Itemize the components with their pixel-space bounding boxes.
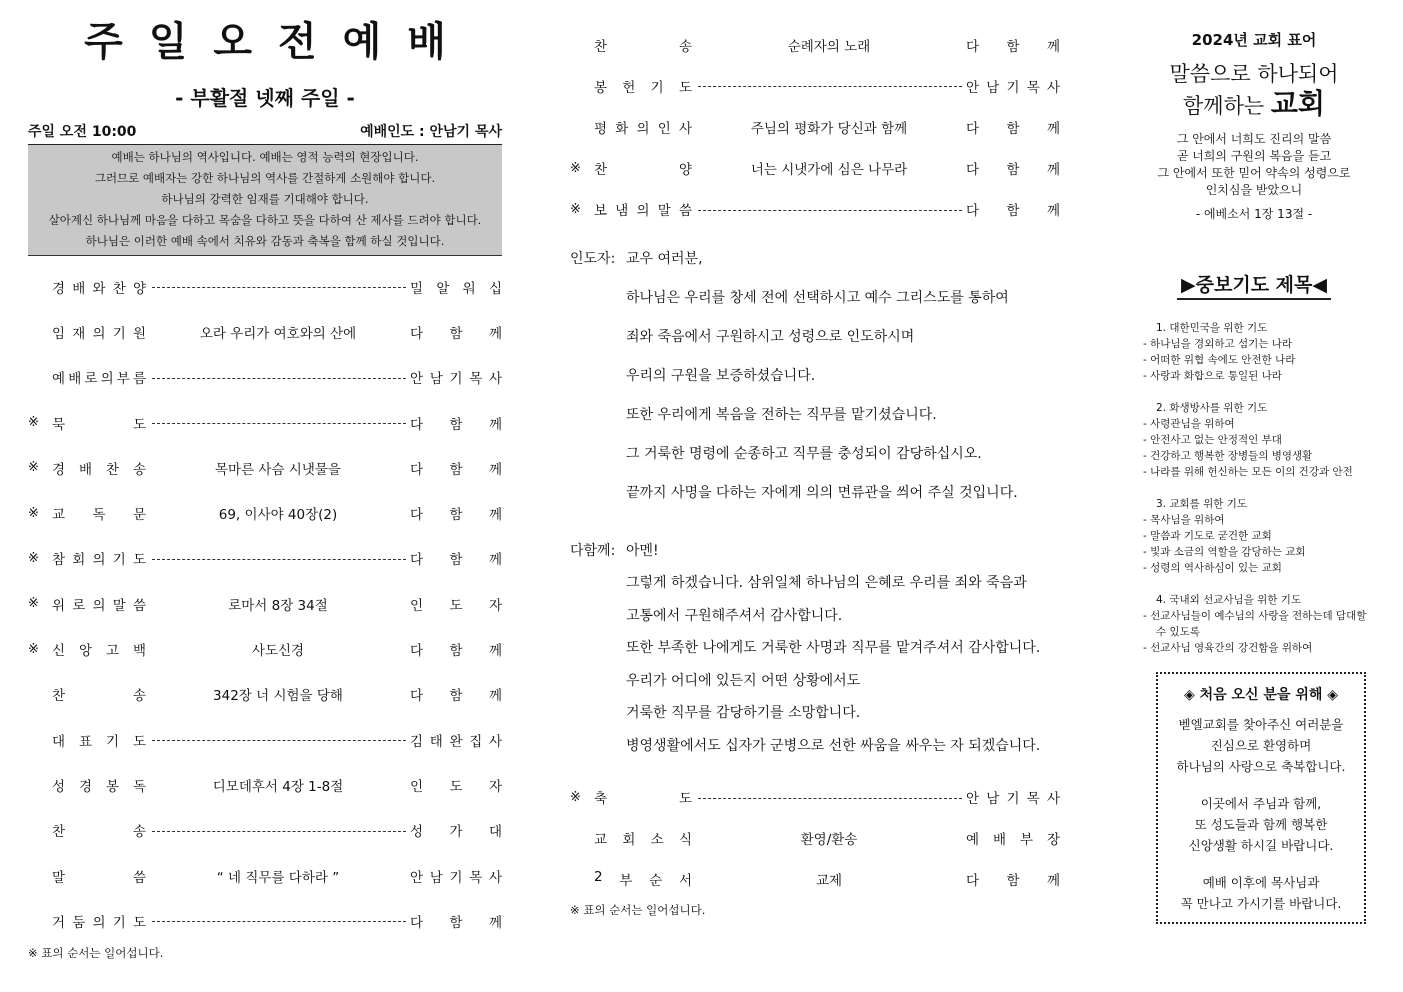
prayer-item-text: 하나님을 경외하고 섬기는 나라 xyxy=(1150,338,1293,350)
order-row xyxy=(28,898,502,943)
order-row xyxy=(28,536,502,581)
bullet-dash: - xyxy=(1143,338,1151,350)
welcome-spacer xyxy=(1158,777,1364,793)
intro-line: 살아계신 하나님께 마음을 다하고 목숨을 다하고 뜻을 다하여 산 제사를 드려야 합니다. xyxy=(48,213,482,227)
bullet-dash: - xyxy=(1143,610,1151,622)
order-leader: 다 함 께 xyxy=(966,162,1060,179)
prayer-item-text: 사랑과 화합으로 통일된 나라 xyxy=(1150,370,1282,382)
leader-line: 끝까지 사명을 다하는 자에게 의의 면류관을 씌어 주실 것입니다. xyxy=(626,484,1018,501)
stand-mark: ※ xyxy=(570,201,581,217)
order-label: 2 부 순 서 xyxy=(594,869,692,890)
bullet-dash: - xyxy=(1143,642,1151,654)
stand-mark: ※ xyxy=(28,460,39,476)
prayer-group xyxy=(1140,496,1368,576)
order-content: 너는 시냇가에 심은 나무라 xyxy=(750,162,908,179)
bullet-dash: - xyxy=(1143,514,1151,526)
leader-speaker: 인도자: xyxy=(570,250,616,267)
people-line: 아멘! xyxy=(626,542,659,559)
bullet-dash: - xyxy=(1143,450,1151,462)
bullet-dash: - xyxy=(1143,546,1151,558)
order-label: 봉 헌 기 도 xyxy=(594,79,692,96)
prayer-item xyxy=(1140,608,1368,640)
prayer-item-text: 사령관님을 위하여 xyxy=(1150,418,1235,430)
order-row xyxy=(570,818,1060,859)
stand-mark: ※ xyxy=(570,789,581,805)
intro-box xyxy=(28,145,502,256)
order-leader: 다 함 께 xyxy=(410,461,502,478)
order-leader: 다 함 께 xyxy=(410,325,502,342)
prayer-item xyxy=(1140,560,1368,576)
bullet-dash: - xyxy=(1143,562,1151,574)
prayer-group-heading: 3. 교회를 위한 기도 xyxy=(1156,498,1248,510)
order-leader: 밀 알 워 십 xyxy=(410,280,502,297)
prayer-item-text: 말씀과 기도로 굳건한 교회 xyxy=(1150,530,1272,542)
order-label: 교 회 소 식 xyxy=(594,832,692,849)
order-row xyxy=(570,148,1060,189)
verse-line: 인치심을 받았으니 xyxy=(1205,183,1303,197)
order-row xyxy=(570,776,1060,817)
prayer-item xyxy=(1140,432,1368,448)
order-row xyxy=(28,581,502,626)
order-label: 위 로 의 말 씀 xyxy=(52,597,146,614)
verse-line: 그 안에서 또한 믿어 약속의 성령으로 xyxy=(1157,166,1351,180)
prayer-group xyxy=(1140,592,1368,656)
prayer-group-heading: 1. 대한민국을 위한 기도 xyxy=(1156,322,1268,334)
order-row xyxy=(570,189,1060,230)
prayer-item-text: 어떠한 위협 속에도 안전한 나라 xyxy=(1150,354,1296,366)
prayer-item xyxy=(1140,544,1368,560)
stand-mark: ※ xyxy=(28,641,39,657)
order-leader: 다 함 께 xyxy=(410,643,502,660)
people-line: 또한 부족한 나에게도 거룩한 사명과 직무를 맡겨주셔서 감사합니다. xyxy=(626,640,1041,657)
order-label: 평 화 의 인 사 xyxy=(594,120,692,137)
service-title: 주일오전예배 xyxy=(84,19,472,65)
order-label: 축 도 xyxy=(594,791,692,808)
people-line: 우리가 어디에 있든지 어떤 상황에서도 xyxy=(626,672,861,689)
leader-line: 교우 여러분, xyxy=(626,250,703,267)
people-speaker: 다함께: xyxy=(570,542,616,559)
worship-order-list xyxy=(28,264,502,943)
welcome-box xyxy=(1156,672,1366,924)
order-leader: 다 함 께 xyxy=(966,203,1060,220)
order-leader: 다 함 께 xyxy=(410,914,502,931)
order-leader: 다 함 께 xyxy=(966,873,1060,890)
leader-line: 또한 우리에게 복음을 전하는 직무를 맡기셨습니다. xyxy=(626,406,937,423)
welcome-line: 예배 이후에 목사님과 xyxy=(1202,875,1320,890)
motto-line xyxy=(1140,89,1368,121)
stand-mark: ※ xyxy=(28,596,39,612)
order-row xyxy=(28,853,502,898)
dotted-leader-line xyxy=(152,559,406,560)
order-row xyxy=(570,24,1060,65)
welcome-line: 벧엘교회를 찾아주신 여러분을 xyxy=(1178,717,1344,732)
order-label: 찬 송 xyxy=(594,38,692,55)
welcome-line: 신앙생활 하시길 바랍니다. xyxy=(1188,838,1334,853)
welcome-line: 꼭 만나고 가시기를 바랍니다. xyxy=(1180,896,1342,911)
bullet-dash: - xyxy=(1143,370,1151,382)
order-content: 69, 이사야 40장(2) xyxy=(218,507,338,524)
people-responsive-reading xyxy=(570,535,1060,763)
people-line: 고통에서 구원해주셔서 감사합니다. xyxy=(626,607,843,624)
prayer-item-text: 선교사님들이 예수님의 사랑을 전하는데 담대할 수 있도록 xyxy=(1150,610,1367,638)
order-row xyxy=(28,400,502,445)
bullet-dash: - xyxy=(1143,466,1151,478)
order-label: 거 둠 의 기 도 xyxy=(52,914,146,931)
order-row xyxy=(28,309,502,354)
dotted-leader-line xyxy=(152,378,406,379)
bullet-dash: - xyxy=(1143,434,1151,446)
motto-title: 2024년 교회 표어 xyxy=(1191,31,1317,49)
order-leader: 김 태 완 집 사 xyxy=(410,733,502,750)
order-label: 찬 양 xyxy=(594,162,692,179)
dotted-leader-line xyxy=(152,831,406,832)
dotted-leader-line xyxy=(152,287,406,288)
order-label: 찬 송 xyxy=(52,824,146,841)
order-label: 참 회 의 기 도 xyxy=(52,552,146,569)
order-content: 주님의 평화가 당신과 함께 xyxy=(750,120,908,137)
intro-line: 그러므로 예배자는 강한 하나님의 역사를 간절하게 소원해야 합니다. xyxy=(94,171,436,185)
right-column xyxy=(1140,0,1368,924)
dotted-leader-line xyxy=(698,86,962,87)
leader-line: 우리의 구원을 보증하셨습니다. xyxy=(626,367,816,384)
leader-line: 하나님은 우리를 창세 전에 선택하시고 예수 그리스도를 통하여 xyxy=(626,289,1009,306)
order-row xyxy=(28,490,502,535)
stand-mark: ※ xyxy=(570,160,581,176)
verse-line: 그 안에서 너희도 진리의 말씀 xyxy=(1176,132,1332,146)
prayer-item xyxy=(1140,336,1368,352)
order-row xyxy=(28,264,502,309)
order-row xyxy=(570,65,1060,106)
prayer-item xyxy=(1140,416,1368,432)
order-leader: 예 배 부 장 xyxy=(966,832,1060,849)
prayer-topics-title: ▶중보기도 제목◀ xyxy=(1177,270,1331,300)
service-leader: 예배인도 : 안남기 목사 xyxy=(360,124,502,140)
middle-column xyxy=(570,0,1060,920)
order-row xyxy=(28,672,502,717)
prayer-group-heading: 2. 화생방사를 위한 기도 xyxy=(1156,402,1268,414)
order-label: 묵 도 xyxy=(52,416,146,433)
order-leader: 다 함 께 xyxy=(410,416,502,433)
order-label: 성 경 봉 독 xyxy=(52,778,146,795)
stand-mark: ※ xyxy=(28,550,39,566)
intro-line: 하나님은 이러한 예배 속에서 치유와 감동과 축복을 함께 하실 것입니다. xyxy=(85,234,445,248)
order-leader: 다 함 께 xyxy=(410,552,502,569)
order-leader: 다 함 께 xyxy=(966,120,1060,137)
order-leader: 안 남 기 목 사 xyxy=(966,791,1060,808)
closing-order-list xyxy=(570,776,1060,900)
order-label: 보 냄 의 말 씀 xyxy=(594,203,692,220)
order-leader: 안 남 기 목 사 xyxy=(410,371,502,388)
prayer-item xyxy=(1140,640,1368,656)
order-content: 순례자의 노래 xyxy=(787,38,871,55)
order-label: 임 재 의 기 원 xyxy=(52,325,146,342)
order-label: 예 배 로 의 부 름 xyxy=(52,371,146,388)
order-label: 경 배 와 찬 양 xyxy=(52,280,146,297)
motto-line: 말씀으로 하나되어 xyxy=(1169,62,1339,86)
order-content: 로마서 8장 34절 xyxy=(228,597,328,614)
order-row xyxy=(28,626,502,671)
bullet-dash: - xyxy=(1143,418,1151,430)
dotted-leader-line xyxy=(152,423,406,424)
intro-line: 하나님의 강력한 임재를 기대해야 합니다. xyxy=(161,192,369,206)
prayer-item-text: 목사님을 위하여 xyxy=(1150,514,1225,526)
prayer-item-text: 성령의 역사하심이 있는 교회 xyxy=(1150,562,1282,574)
dotted-leader-line xyxy=(152,921,406,922)
dotted-leader-line xyxy=(698,210,962,211)
motto-verse xyxy=(1140,131,1368,199)
intro-line: 예배는 하나님의 역사입니다. 예배는 영적 능력의 현장입니다. xyxy=(111,150,419,164)
order-content: 사도신경 xyxy=(251,643,305,660)
order-content: 환영/환송 xyxy=(800,832,858,849)
order-row xyxy=(28,445,502,490)
order-content: 342장 너 시험을 당해 xyxy=(213,688,343,705)
prayer-item-text: 선교사님 영육간의 강건함을 위하여 xyxy=(1150,642,1313,654)
people-line: 병영생활에서도 십자가 군병으로 선한 싸움을 싸우는 자 되겠습니다. xyxy=(626,737,1041,754)
order-row xyxy=(570,106,1060,147)
left-column xyxy=(28,0,502,963)
dotted-leader-line xyxy=(152,740,406,741)
prayer-item xyxy=(1140,368,1368,384)
bullet-dash: - xyxy=(1143,530,1151,542)
order-leader: 다 함 께 xyxy=(966,38,1060,55)
order-row xyxy=(28,808,502,853)
welcome-title: ◈ 처음 오신 분을 위해 ◈ xyxy=(1183,687,1339,703)
leader-line: 그 거룩한 명령에 순종하고 직무를 충성되이 감당하십시오. xyxy=(626,445,982,462)
order-row xyxy=(570,859,1060,900)
order-label: 신 앙 고 백 xyxy=(52,643,146,660)
order-leader: 성 가 대 xyxy=(410,824,502,841)
prayer-item xyxy=(1140,528,1368,544)
prayer-topics-list xyxy=(1140,320,1368,656)
stand-footnote: ※ 표의 순서는 일어섭니다. xyxy=(570,903,706,917)
order-leader: 인 도 자 xyxy=(410,597,502,614)
order-row xyxy=(28,355,502,400)
order-label: 교 독 문 xyxy=(52,507,146,524)
prayer-item xyxy=(1140,448,1368,464)
prayer-group-heading: 4. 국내외 선교사님을 위한 기도 xyxy=(1156,594,1302,606)
leader-line: 죄와 죽음에서 구원하시고 성령으로 인도하시며 xyxy=(626,328,915,345)
order-leader: 다 함 께 xyxy=(410,688,502,705)
church-motto xyxy=(1140,59,1368,121)
order-leader: 안 남 기 목 사 xyxy=(966,79,1060,96)
service-info-line xyxy=(28,122,502,145)
order-row xyxy=(28,717,502,762)
order-leader: 인 도 자 xyxy=(410,778,502,795)
people-line: 그렇게 하겠습니다. 삼위일체 하나님의 은혜로 우리를 죄와 죽음과 xyxy=(626,575,1027,592)
order-content: 오라 우리가 여호와의 산에 xyxy=(199,325,357,342)
welcome-line: 진심으로 환영하며 xyxy=(1210,738,1312,753)
verse-reference: - 에베소서 1장 13절 - xyxy=(1195,207,1313,221)
prayer-item-text: 빛과 소금의 역할을 감당하는 교회 xyxy=(1150,546,1306,558)
welcome-spacer xyxy=(1158,856,1364,872)
motto-word: 함께하는 xyxy=(1183,94,1265,118)
stand-footnote: ※ 표의 순서는 일어섭니다. xyxy=(28,946,164,961)
prayer-item xyxy=(1140,352,1368,368)
order-content: 교제 xyxy=(815,873,843,890)
order-label: 말 씀 xyxy=(52,869,146,886)
welcome-line: 이곳에서 주님과 함께, xyxy=(1200,796,1322,811)
dotted-leader-line xyxy=(698,798,962,799)
order-leader: 다 함 께 xyxy=(410,507,502,524)
order-label: 찬 송 xyxy=(52,688,146,705)
prayer-item xyxy=(1140,512,1368,528)
worship-order-list-continued xyxy=(570,24,1060,230)
stand-mark: ※ xyxy=(28,415,39,431)
prayer-item-text: 나라를 위해 헌신하는 모든 이의 건강과 안전 xyxy=(1150,466,1353,478)
prayer-item xyxy=(1140,464,1368,480)
prayer-group xyxy=(1140,400,1368,480)
motto-emphasis: 교회 xyxy=(1270,87,1325,120)
prayer-group xyxy=(1140,320,1368,384)
order-row xyxy=(28,762,502,807)
order-label: 경 배 찬 송 xyxy=(52,461,146,478)
people-line: 거룩한 직무를 감당하기를 소망합니다. xyxy=(626,705,861,722)
verse-line: 곧 너희의 구원의 복음을 듣고 xyxy=(1176,149,1332,163)
prayer-item-text: 건강하고 행복한 장병들의 병영생활 xyxy=(1150,450,1313,462)
order-content: 목마른 사슴 시냇물을 xyxy=(215,461,341,478)
service-subtitle: - 부활절 넷째 주일 - xyxy=(175,86,355,110)
order-label: 대 표 기 도 xyxy=(52,733,146,750)
order-content: “ 네 직무를 다하라 ” xyxy=(216,869,340,886)
welcome-line: 하나님의 사랑으로 축복합니다. xyxy=(1176,759,1346,774)
welcome-line: 또 성도들과 함께 행복한 xyxy=(1194,817,1328,832)
prayer-item-text: 안전사고 없는 안정적인 부대 xyxy=(1150,434,1282,446)
leader-responsive-reading xyxy=(570,240,1060,513)
order-leader: 안 남 기 목 사 xyxy=(410,869,502,886)
service-time: 주일 오전 10:00 xyxy=(28,124,137,140)
bullet-dash: - xyxy=(1143,354,1151,366)
stand-mark: ※ xyxy=(28,505,39,521)
order-content: 디모데후서 4장 1-8절 xyxy=(212,778,344,795)
